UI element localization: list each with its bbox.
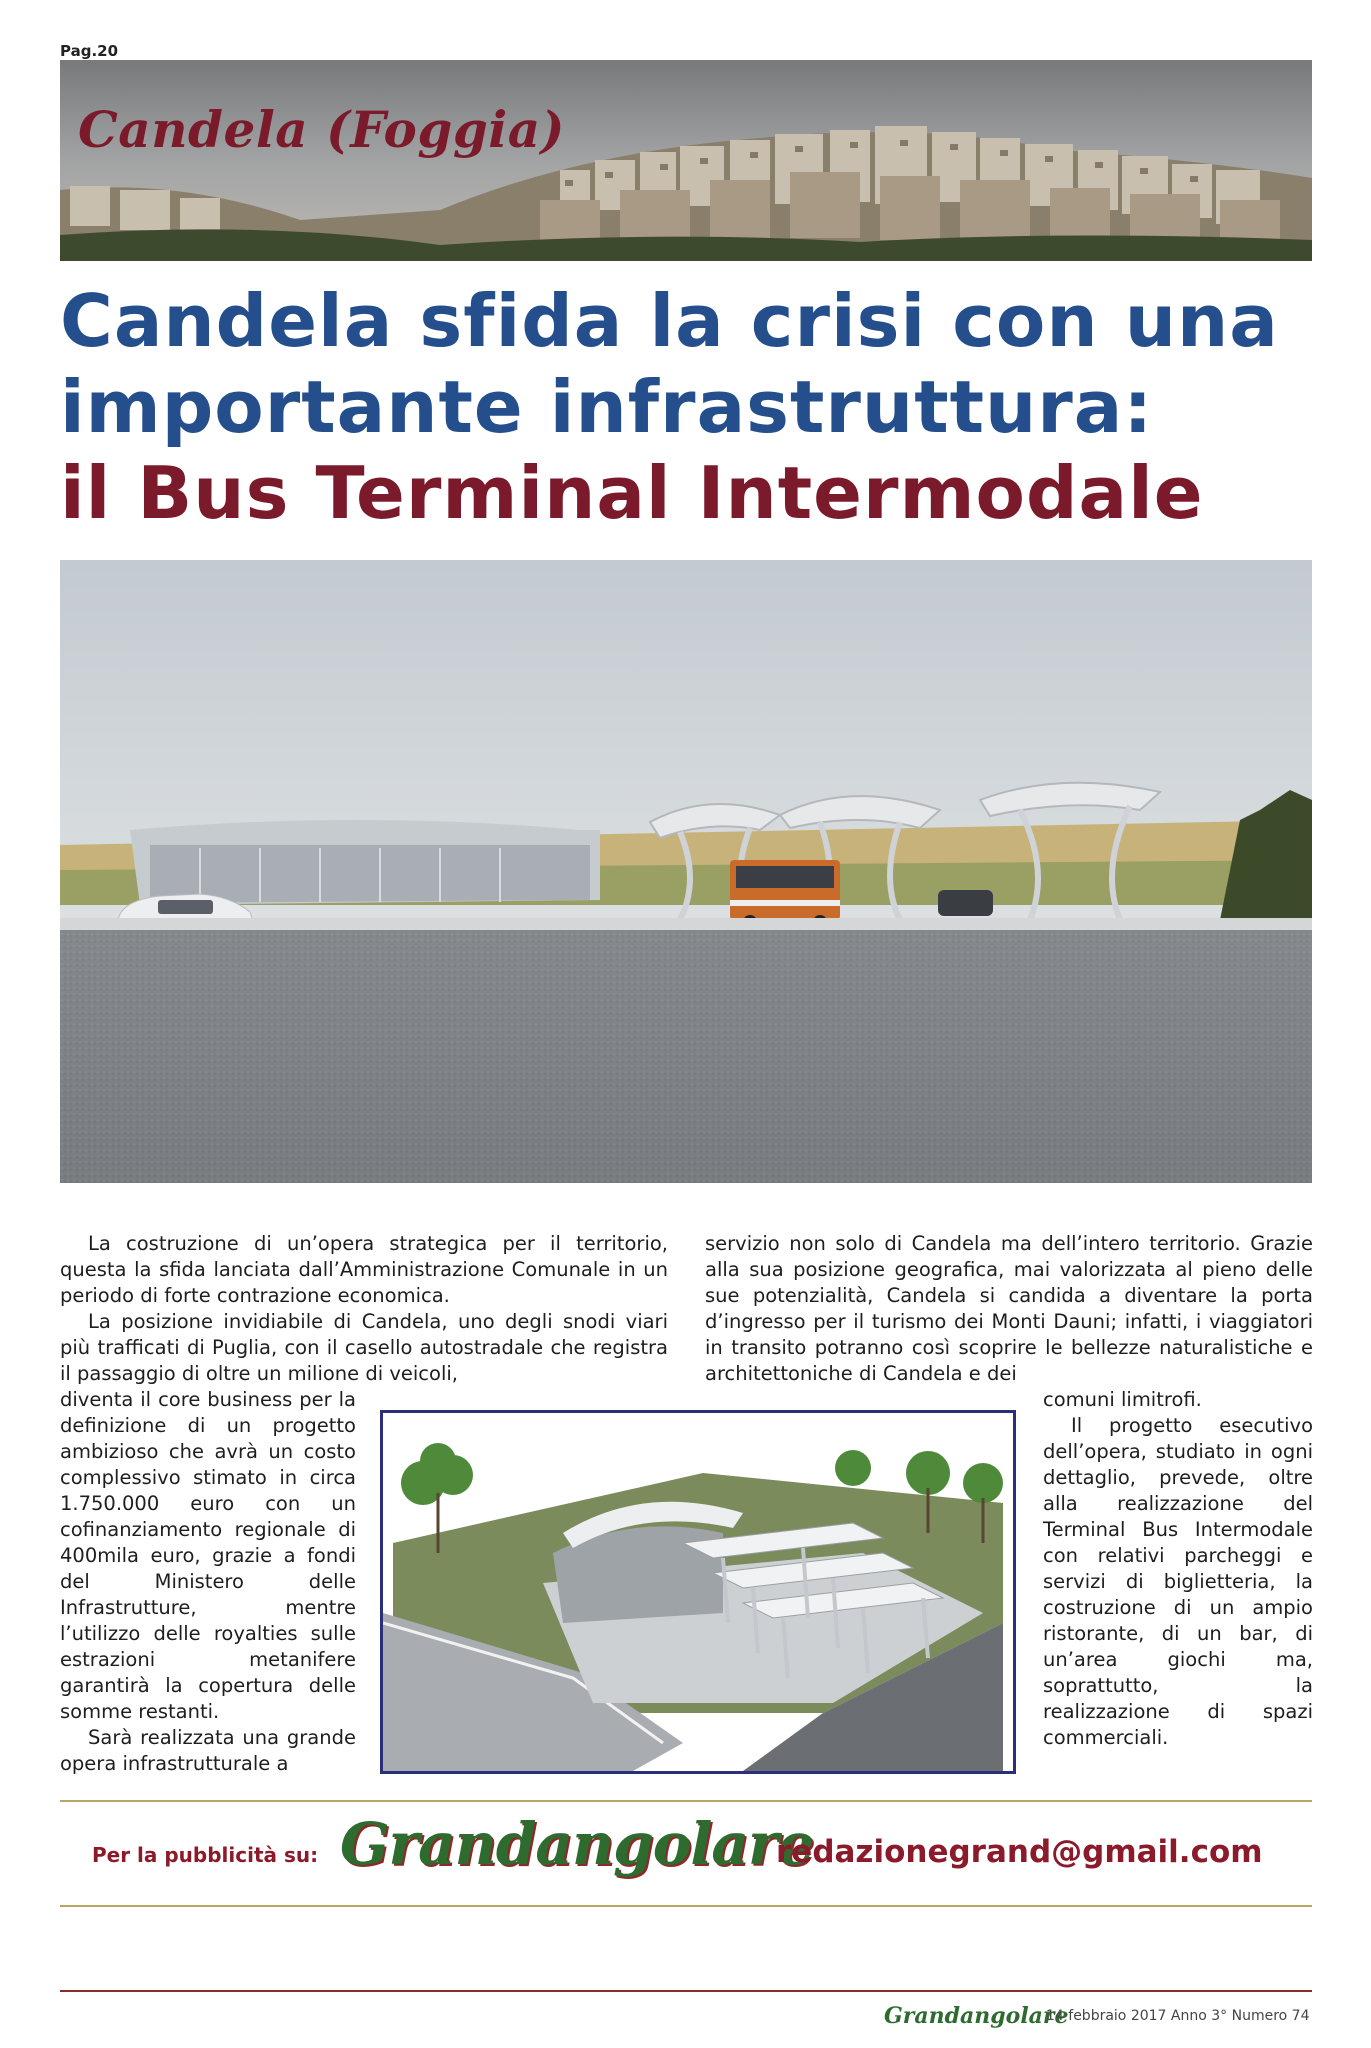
ad-email-link[interactable]: redazionegrand@gmail.com <box>776 1834 1263 1870</box>
ad-rule-top <box>60 1800 1312 1802</box>
ad-label: Per la pubblicità su: <box>92 1843 319 1867</box>
article-column-right-top <box>705 1231 1313 1387</box>
article-column-right-bottom <box>1043 1387 1313 1751</box>
footer-rule <box>60 1990 1312 1992</box>
headline-line-1: Candela sfida la crisi con una <box>60 279 1279 363</box>
footer-brand: Grandangolare <box>884 2003 1069 2029</box>
town-panorama-image <box>60 60 1312 261</box>
article-column-left-bottom <box>60 1387 356 1777</box>
article-column-left-top <box>60 1231 668 1387</box>
article-paragraph: La costruzione di un’opera strategica per il territorio, questa la sfida lanciata dall’Amministrazione Comunale in un periodo di forte contrazione economica. <box>60 1232 668 1307</box>
terminal-render-photo <box>60 560 1312 1183</box>
article-paragraph: Il progetto esecutivo dell’opera, studiato in ogni dettaglio, prevede, oltre alla realizzazione del Terminal Bus Intermodale con relativi parcheggi e servizi di biglietteria, la costruzione di un ampio ristorante, di un bar, di un’area giochi ma, soprattutto, la realizzazione di spazi commerciali. <box>1043 1414 1313 1749</box>
footer-issue-info: 14 febbraio 2017 Anno 3° Numero 74 <box>1046 2008 1310 2024</box>
grandangolare-logo: Grandangolare <box>340 1810 814 1878</box>
headline-line-2: importante infrastruttura: <box>60 365 1154 449</box>
banner-title: Candela (Foggia) <box>78 100 565 159</box>
article-paragraph: Sarà realizzata una grande opera infrastrutturale a <box>60 1726 356 1775</box>
header-banner <box>60 60 1312 261</box>
article-paragraph: La posizione invidiabile di Candela, uno degli snodi viari più trafficati di Puglia, con il casello autostradale che registra il passaggio di oltre un milione di veicoli, <box>60 1310 668 1385</box>
ad-rule-bottom <box>60 1905 1312 1907</box>
terminal-aerial-render <box>380 1410 1016 1774</box>
headline-line-3: il Bus Terminal Intermodale <box>60 451 1204 535</box>
article-paragraph: diventa il core business per la definizione di un progetto ambizioso che avrà un costo complessivo stimato in circa 1.750.000 euro con un cofinanziamento regionale di 400mila euro, grazie a fondi del Ministero delle Infrastrutture, mentre l’utilizzo delle royalties sulle estrazioni metanifere garantirà la copertura delle somme restanti. <box>60 1388 356 1723</box>
article-paragraph: comuni limitrofi. <box>1043 1388 1202 1411</box>
headline <box>60 278 1320 536</box>
page-number: Pag.20 <box>60 42 119 60</box>
article-paragraph: servizio non solo di Candela ma dell’intero territorio. Grazie alla sua posizione geografica, mai valorizzata al pieno delle sue potenzialità, Candela si candida a diventare la porta d’ingresso per il turismo dei Monti Dauni; infatti, i viaggiatori in transito potranno così scoprire le bellezze naturalistiche e architettoniche di Candela e dei <box>705 1232 1313 1385</box>
